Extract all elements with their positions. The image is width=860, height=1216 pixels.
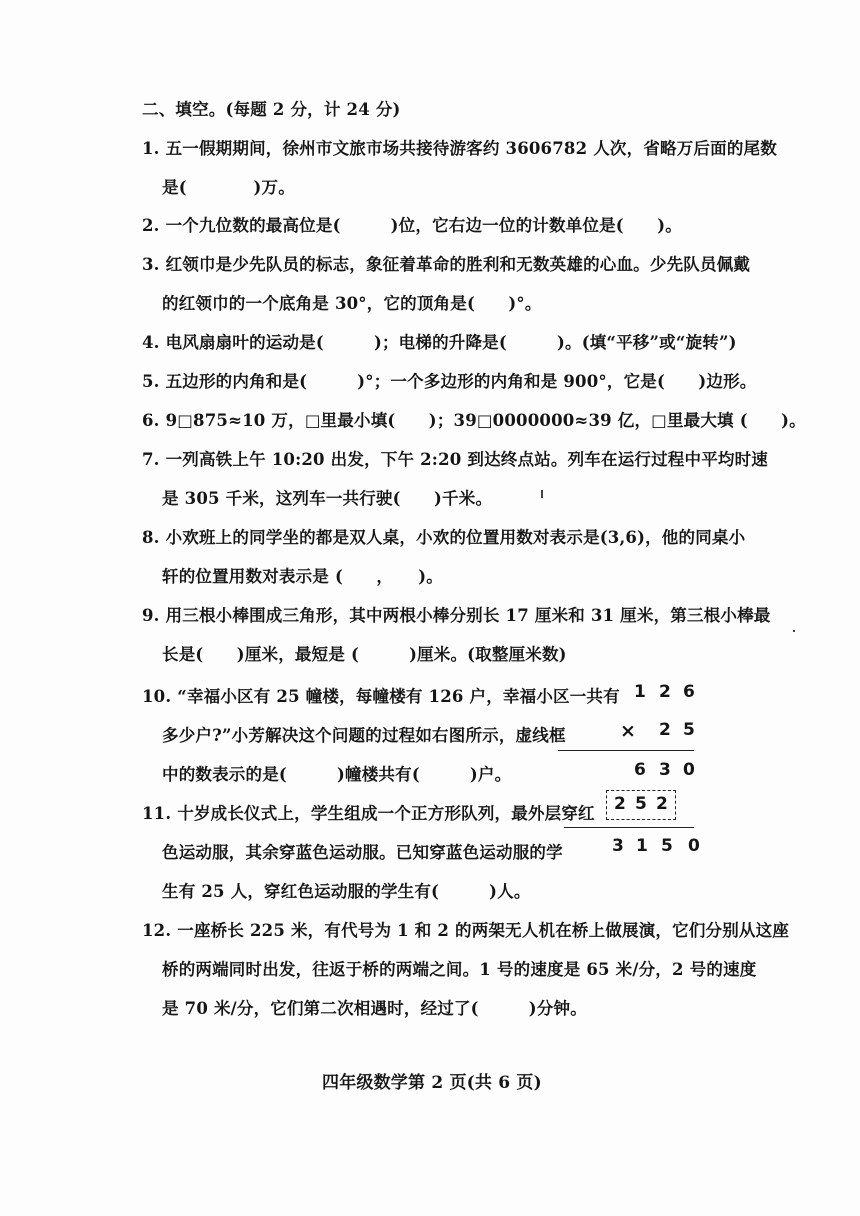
- question-7-line-1: 7. 一列高铁上午 10:20 出发，下午 2:20 到达终点站。列车在运行过程中平均时速: [142, 450, 768, 469]
- question-12-line-1: 12. 一座桥长 225 米，有代号为 1 和 2 的两架无人机在桥上做展演，它们分别从这座: [142, 921, 790, 940]
- question-11-line-3: 生有 25 人，穿红色运动服的学生有( )人。: [162, 882, 531, 901]
- boxed-digit: 2: [614, 794, 626, 814]
- question-10-line-3: 中的数表示的是( )幢楼共有( )户。: [162, 765, 512, 784]
- question-7-line-2: 是 305 千米，这列车一共行驶( )千米。: [162, 489, 493, 508]
- question-9-line-2: 长是( )厘米，最短是 ( )厘米。(取整厘米数): [162, 645, 567, 664]
- result-digit: 0: [688, 836, 700, 856]
- multiplier-digit: 2: [659, 720, 671, 740]
- question-2-line-1: 2. 一个九位数的最高位是( )位，它右边一位的计数单位是( )。: [142, 216, 682, 235]
- page-footer: 四年级数学第 2 页(共 6 页): [322, 1073, 542, 1093]
- question-5-line-1: 5. 五边形的内角和是( )°；一个多边形的内角和是 900°，它是( )边形。: [142, 372, 757, 391]
- product-rule-1: [558, 750, 694, 751]
- partial-product-digit: 0: [683, 760, 695, 780]
- question-11-line-2: 色运动服，其余穿蓝色运动服。已知穿蓝色运动服的学: [162, 843, 563, 862]
- multiplicand-digit: 2: [659, 682, 671, 702]
- multiplicand-digit: 6: [683, 682, 695, 702]
- question-11-line-1: 11. 十岁成长仪式上，学生组成一个正方形队列，最外层穿红: [142, 804, 595, 823]
- question-4-line-1: 4. 电风扇扇叶的运动是( )；电梯的升降是( )。(填“平移”或“旋转”): [142, 333, 737, 352]
- scan-speck: [541, 490, 543, 498]
- result-digit: 1: [636, 836, 648, 856]
- result-digit: 3: [612, 836, 624, 856]
- question-10-line-1: 10. “幸福小区有 25 幢楼，每幢楼有 126 户，幸福小区一共有: [142, 687, 620, 706]
- multiply-sign: ×: [620, 720, 636, 742]
- question-1-line-2: 是( )万。: [162, 178, 295, 197]
- question-9-line-1: 9. 用三根小棒围成三角形，其中两根小棒分别长 17 厘米和 31 厘米，第三根小棒最: [142, 606, 771, 625]
- boxed-digit: 2: [656, 794, 668, 814]
- product-rule-2: [564, 827, 694, 828]
- boxed-digit: 5: [635, 794, 647, 814]
- question-3-line-2: 的红领巾的一个底角是 30°，它的顶角是( )°。: [162, 294, 542, 313]
- question-3-line-1: 3. 红领巾是少先队员的标志，象征着革命的胜利和无数英雄的心血。少先队员佩戴: [142, 255, 751, 274]
- question-8-line-1: 8. 小欢班上的同学坐的都是双人桌，小欢的位置用数对表示是(3,6)，他的同桌小: [142, 528, 746, 547]
- result-digit: 5: [661, 836, 673, 856]
- partial-product-digit: 6: [634, 760, 646, 780]
- partial-product-digit: 3: [659, 760, 671, 780]
- scan-speck: [793, 630, 795, 632]
- vertical-multiplication: [556, 676, 716, 866]
- multiplicand-digit: 1: [634, 682, 646, 702]
- question-8-line-2: 轩的位置用数对表示是 ( ， )。: [162, 567, 443, 586]
- section-heading: 二、填空。(每题 2 分，计 24 分): [142, 100, 401, 119]
- question-10-line-2: 多少户?”小芳解决这个问题的过程如右图所示，虚线框: [162, 726, 566, 745]
- multiplier-digit: 5: [683, 720, 695, 740]
- question-1-line-1: 1. 五一假期期间，徐州市文旅市场共接待游客约 3606782 人次，省略万后面的尾数: [142, 139, 777, 158]
- question-12-line-2: 桥的两端同时出发，往返于桥的两端之间。1 号的速度是 65 米/分，2 号的速度: [162, 960, 757, 979]
- question-6-line-1: 6. 9□875≈10 万，□里最小填( )；39□0000000≈39 亿，□里最大填 ( )。: [142, 411, 806, 430]
- question-12-line-3: 是 70 米/分，它们第二次相遇时，经过了( )分钟。: [162, 999, 587, 1018]
